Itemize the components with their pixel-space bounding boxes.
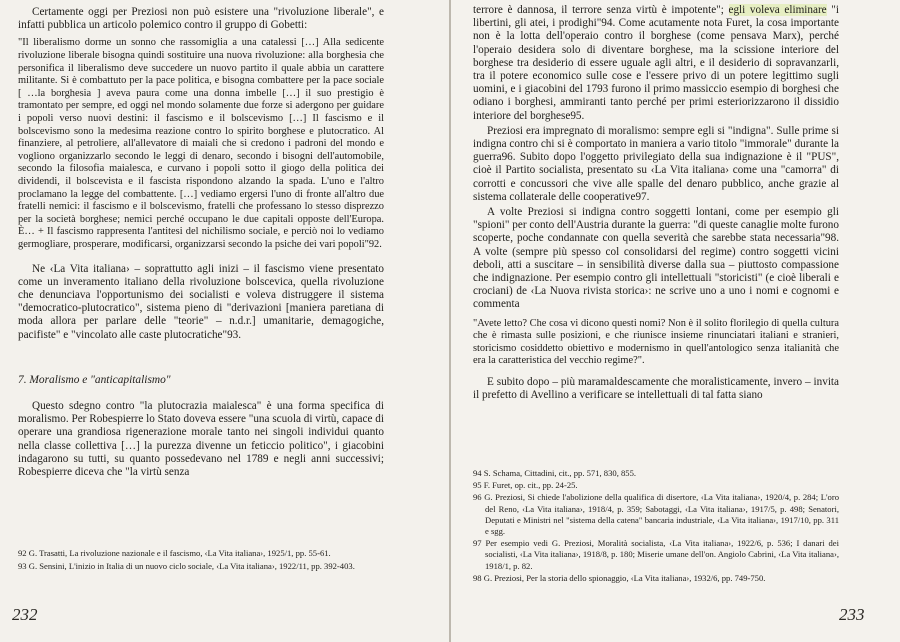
left-footnotes	[18, 548, 384, 572]
page-number: 232	[12, 605, 38, 624]
paragraph: A volte Preziosi si indigna contro soggetti lontani, come per esempio gli "spioni" per conto dell'Austria durante la guerra: "di queste canaglie molte furono scoperte, poche condannate con quella severità che sarebbe stata necessaria"98. A volte (sempre più spesso col consolidarsi del regime) contro soggetti vicini deboli, atti a suscitare – in sensibilità diverse dalla sua – piuttosto compassione che indignazione. Per esempio contro gli intellettuali "storicisti" (e cioè liberali e crociani) de ‹La Nuova rivista storica›: ne scrive uno a uno i nomi e cognomi e commenta	[473, 206, 839, 311]
footnote: 98 G. Preziosi, Per la storia dello spionaggio, ‹La Vita italiana›, 1932/6, pp. 749-750.	[473, 572, 766, 583]
text-span: terrore è dannosa, il terrore senza virtù è impotente";	[473, 4, 729, 16]
paragraph: Questo sdegno contro "la plutocrazia maialesca" è una forma specifica di moralismo. Per Robespierre lo Stato doveva essere "una scuola di virtù, capace di operare una grandiosa rigenerazione morale tanto nei singoli individui quanto nella classe collettiva […] la purezza divenne un feticcio politico", i giacobini indagarono su tutti, su quanto possedevano nel 1789 e negli anni successivi; Robespierre diceva che "la virtù senza	[18, 399, 384, 478]
right-footnotes	[473, 468, 839, 584]
paragraph: Preziosi era impregnato di moralismo: sempre egli si "indigna". Sulle prime si indigna contro chi si è comportato in maniera a vario titolo "immorale" durante la guerra96. Subito dopo l'oggetto privilegiato della sua indignazione è il "PUS", cioè il Partito socialista, presentato su ‹La Vita italiana› come una "camorra" di corrotti e concussori che vive alle spalle del denaro pubblico, anche grazie al sistema collaterale delle cooperative97.	[473, 124, 839, 203]
block-quote: "Avete letto? Che cosa vi dicono questi nomi? Non è il solito florilegio di quella cultura che è rimasta sulle posizioni, e che riunisce insieme rinunciatari italiani e stranieri, storicismo cosiddetto obiettivo e modernismo in quell'antologico senza italianità che era la caratteristica del vecchio regime?".	[473, 317, 839, 367]
footnote: 94 S. Schama, Cittadini, cit., pp. 571, 830, 855.	[473, 468, 637, 478]
text-span: "i libertini, gli atei, i prodighi"94. Come acutamente nota Furet, la cosa importante non è la lotta dell'operaio contro il borghese (come pensava Marx), perché l'operaio desidera solo di diventare borghese, ma la scissione interiore del borghese tra desiderio di essere uguale agli altri, e il desiderio di sopravanzarli, tra il potere economico sulle cose e l'essere privo di un potere legittimo sugli uomini, e i giacobini del 1793 furono il primo massiccio esempio di borghesi che odiano i borghesi, ammiranti tanto perché per primi esteriorizzarono il dissidio interiore del borghese95.	[473, 4, 839, 122]
paragraph: Ne ‹La Vita italiana› – soprattutto agli inizi – il fascismo viene presentato come un inveramento italiano della rivoluzione bolscevica, quella rivoluzione che denunciava l'opportunismo dei socialisti e voleva distruggere il sistema "democratico-plutocratico", sistema pieno di "derivazioni [maniera paretiana di moda allora per parlare delle "teorie" – n.d.r.] umanitarie, demagogiche, pacifiste" e "vincolato alle caste plutocratiche"93.	[18, 262, 384, 341]
block-quote: "Il liberalismo dorme un sonno che rassomiglia a una catalessi […] Alla sedicente rivoluzione liberale bisogna quindi sostituire una nuova rivoluzione: alla borghesia che personifica il liberalismo deve succedere un nuovo partito il quale abbia un carattere militante. Si è combattuto per la pace politica, e bisogna combattere per la pace sociale [ …la borghesia ] aveva paura come una donna imbelle […] il suo prestigio è tramontato per sempre, ed oggi nel mondo solamente due forze si adergono per guidare i popoli verso nuovi destini: il fascismo e il bolscevismo […] Il fascismo e il bolscevismo sono la medesima reazione contro lo spirito borghese e plutocratico. Al finanziere, al petroliere, all'allevatore di maiali che si credono i padroni del mondo e vogliono organizzarlo secondo le leggi di denaro, secondo i bisogni dell'automobile, secondo la filosofia maialesca, e curvano i popoli sotto il giogo della politica dei dividendi, il bolscevista e il fascista rispondono alzando la spada. L'uno e l'altro proclamano la legge del combattente. […] vediamo ergersi l'uno di fronte all'altro due fratelli nemici: il fascismo e il bolscevismo, fratelli che professano lo stesso disprezzo per la società borghese; nemici perché occupano le due capitali opposte dell'Europa. È… + Il fascismo rappresenta l'antitesi del nichilismo sociale, e perciò noi lo vediamo germogliare, prosperare, modificarsi, organizzarsi secondo la psiche dei vari popoli"92.	[18, 37, 384, 250]
paragraph: Certamente oggi per Preziosi non può esistere una "rivoluzione liberale", e infatti pubblica un articolo polemico contro il gruppo di Gobetti:	[18, 6, 384, 32]
footnote: 97 Per esempio vedi G. Preziosi, Moralità socialista, ‹La Vita italiana›, 1922/6, p. 536; I danari dei socialisti, ‹La Vita italiana›, 1918/8, p. 180; Miserie umane dell'on. Angiolo Cabrini, ‹La Vita italiana›, 1918/1, p. 82.	[473, 538, 839, 571]
paragraph: E subito dopo – più maramaldescamente che moralisticamente, invero – invita il prefetto di Avellino a verificare se intellettuali di tal fatta siano	[473, 376, 839, 402]
section-heading: 7. Moralismo e "anticapitalismo"	[18, 373, 171, 386]
page-number: 233	[839, 605, 865, 624]
footnote: 92 G. Trasatti, La rivoluzione nazionale e il fascismo, ‹La Vita italiana›, 1925/1, pp. 55-61.	[18, 548, 331, 558]
left-page-body	[18, 6, 384, 479]
footnote: 96 G. Preziosi, Si chiede l'abolizione della qualifica di disertore, ‹La Vita italiana›, 1920/4, p. 284; L'oro del Reno, ‹La Vita italiana›, 1918/4, p. 359; Sabotaggi, ‹La Vita italiana›, 1917/5, p. 498; Senatori, Deputati e Ministri nel "sistema della catena" bancaria industriale, ‹La Vita italiana›, 1917/10, pp. 311 e sgg.	[473, 492, 839, 537]
left-page	[0, 0, 449, 642]
highlighted-text: egli voleva eliminare	[728, 4, 827, 16]
paragraph	[473, 4, 839, 123]
right-page-body	[473, 4, 839, 402]
footnote: 93 G. Sensini, L'inizio in Italia di un nuovo ciclo sociale, ‹La Vita italiana›, 1922/11, pp. 392-403.	[18, 561, 355, 572]
footnote: 95 F. Furet, op. cit., pp. 24-25.	[473, 480, 578, 491]
right-page	[451, 0, 900, 642]
